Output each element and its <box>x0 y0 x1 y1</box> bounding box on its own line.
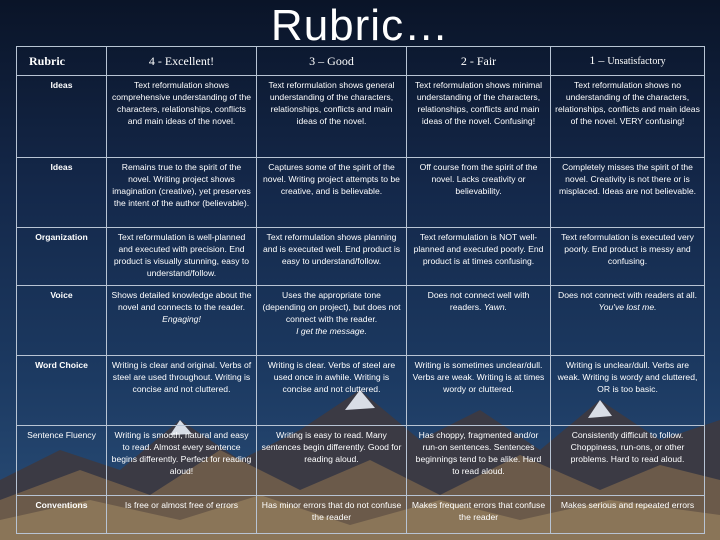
table-cell <box>107 286 257 356</box>
header-rubric: Rubric <box>17 47 107 76</box>
row-label: Voice <box>17 286 107 356</box>
table-row <box>17 286 705 356</box>
table-cell: Writing is easy to read. Many sentences begin differently. Good for reading aloud. <box>257 426 407 496</box>
table-row <box>17 496 705 534</box>
table-cell <box>257 286 407 356</box>
header-unsatisfactory <box>551 47 705 76</box>
row-label: Ideas <box>17 76 107 158</box>
row-label: Ideas <box>17 158 107 228</box>
row-label: Organization <box>17 228 107 286</box>
header-unsatisfactory-label: Unsatisfactory <box>607 56 666 67</box>
table-cell: Text reformulation is well-planned and executed with precision. End product is visually stunning, easy to understand/follow. <box>107 228 257 286</box>
table-row <box>17 158 705 228</box>
table-cell: Text reformulation shows general understanding of the characters, relationships, conflicts and main ideas of the novel. <box>257 76 407 158</box>
cell-text: Does not connect well with readers. <box>427 290 530 312</box>
cell-text: Does not connect with readers at all. <box>557 290 697 300</box>
table-cell: Makes frequent errors that confuse the reader <box>407 496 551 534</box>
cell-emphasis: Yawn. <box>483 302 508 312</box>
row-label: Conventions <box>17 496 107 534</box>
table-cell: Text reformulation is NOT well-planned and executed poorly. End product is at times confusing. <box>407 228 551 286</box>
table-cell: Writing is smooth, natural and easy to read. Almost every sentence begins differently. Perfect for reading aloud! <box>107 426 257 496</box>
header-unsatisfactory-prefix: 1 – <box>589 53 608 67</box>
row-label: Word Choice <box>17 356 107 426</box>
table-cell: Has minor errors that do not confuse the reader <box>257 496 407 534</box>
table-cell: Captures some of the spirit of the novel. Writing project attempts to be creative, and is believable. <box>257 158 407 228</box>
header-good: 3 – Good <box>257 47 407 76</box>
table-cell: Is free or almost free of errors <box>107 496 257 534</box>
table-cell: Completely misses the spirit of the novel. Creativity is not there or is misplaced. Ideas are not believable. <box>551 158 705 228</box>
table-cell: Has choppy, fragmented and/or run-on sentences. Sentences beginnings tend to be alike. Hard to read aloud. <box>407 426 551 496</box>
table-cell: Text reformulation shows planning and is executed well. End product is easy to understand/follow. <box>257 228 407 286</box>
table-cell: Text reformulation shows no understanding of the characters, relationships, conflicts and main ideas of the novel. VERY confusing! <box>551 76 705 158</box>
table-cell: Writing is clear. Verbs of steel are used once in awhile. Writing is concise and not cluttered. <box>257 356 407 426</box>
slide-title: Rubric… <box>270 1 450 50</box>
table-row <box>17 356 705 426</box>
table-cell: Writing is clear and original. Verbs of steel are used throughout. Writing is concise and not cluttered. <box>107 356 257 426</box>
table-cell: Text reformulation shows minimal understanding of the characters, relationships, conflicts and main ideas of the novel. Confusing! <box>407 76 551 158</box>
table-cell <box>551 286 705 356</box>
cell-emphasis: You've lost me. <box>598 302 657 312</box>
table-cell: Text reformulation shows comprehensive understanding of the characters, relationships, conflicts and main ideas of the novel. <box>107 76 257 158</box>
table-row <box>17 76 705 158</box>
table-cell: Off course from the spirit of the novel. Lacks creativity or believability. <box>407 158 551 228</box>
table-cell: Remains true to the spirit of the novel. Writing project shows imagination (creative), yet preserves the intent of the author (believable). <box>107 158 257 228</box>
table-cell: Writing is unclear/dull. Verbs are weak. Writing is wordy and cluttered, OR is too basic. <box>551 356 705 426</box>
header-fair: 2 - Fair <box>407 47 551 76</box>
table-row <box>17 228 705 286</box>
rubric-table <box>16 46 705 534</box>
table-cell <box>407 286 551 356</box>
table-header-row <box>17 47 705 76</box>
table-row <box>17 426 705 496</box>
cell-text: Uses the appropriate tone (depending on project), but does not connect with the reader. <box>262 290 401 324</box>
cell-text: Shows detailed knowledge about the novel and connects to the reader. <box>111 290 252 312</box>
header-excellent: 4 - Excellent! <box>107 47 257 76</box>
table-cell: Consistently difficult to follow. Choppiness, run-ons, or other problems. Hard to read aloud. <box>551 426 705 496</box>
cell-emphasis: I get the message. <box>296 326 367 336</box>
cell-emphasis: Engaging! <box>162 314 201 324</box>
row-label: Sentence Fluency <box>17 426 107 496</box>
table-cell: Makes serious and repeated errors <box>551 496 705 534</box>
table-cell: Writing is sometimes unclear/dull. Verbs are weak. Writing is at times wordy or cluttered. <box>407 356 551 426</box>
table-cell: Text reformulation is executed very poorly. End product is messy and confusing. <box>551 228 705 286</box>
